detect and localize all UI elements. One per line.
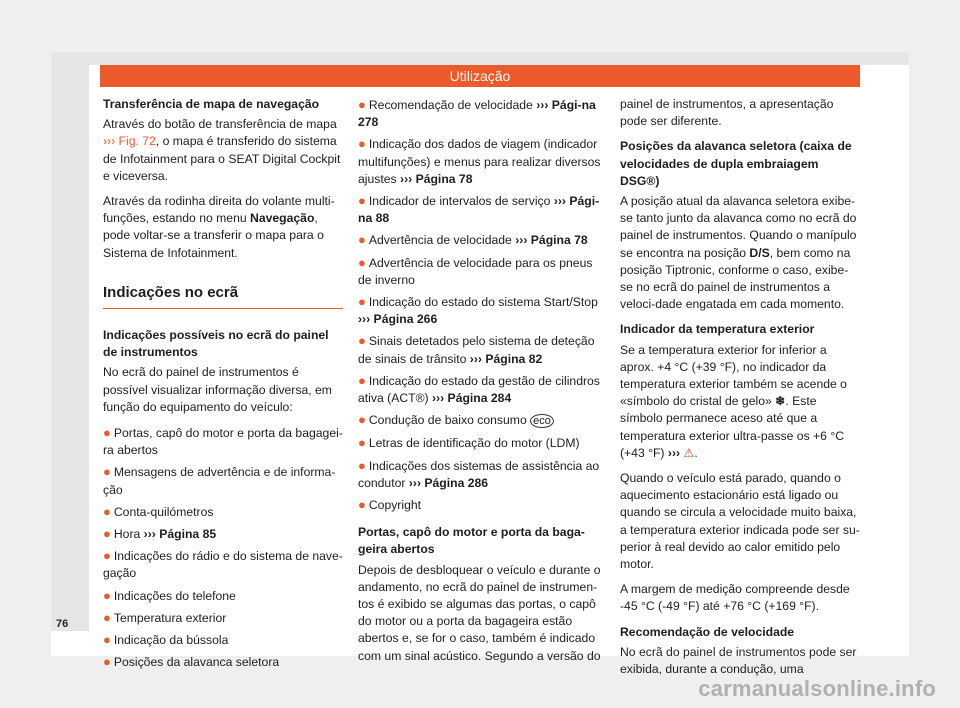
gear-position: D/S xyxy=(749,245,770,260)
list-item-text: Indicação dos dados de viagem (indicador multifunções) e menus para realizar diversos ajustes xyxy=(358,137,601,186)
list-item xyxy=(103,653,343,671)
bullet-icon: ● xyxy=(358,497,366,513)
list-item xyxy=(358,96,602,131)
bullet-icon: ● xyxy=(358,232,366,248)
bullet-icon: ● xyxy=(103,654,111,670)
list-item-text: Sinais detetados pelo sistema de deteção de sinais de trânsito xyxy=(358,334,595,366)
bullet-icon: ● xyxy=(358,294,366,310)
bullet-icon: ● xyxy=(103,587,111,603)
bullet-icon: ● xyxy=(103,609,111,625)
list-item xyxy=(358,457,602,492)
bullet-icon: ● xyxy=(358,193,366,209)
list-item xyxy=(358,135,602,188)
list-item-text: Copyright xyxy=(368,498,422,513)
text: Através da rodinha direita do volante multi-funções, estando no menu xyxy=(103,194,335,226)
text: , pode voltar-se a transferir o mapa para o Sistema de Infotainment. xyxy=(103,211,324,260)
list-item-text: Mensagens de advertência e de informa-ção xyxy=(103,465,336,497)
text: , o mapa é transferido do sistema de Infotainment para o SEAT Digital Cockpit e viceversa. xyxy=(103,134,341,183)
text: , bem como na posição Tiptronic, conforme o caso, exibe-se no ecrã do painel de instrumentos a veloci-dade engatada em cada momento. xyxy=(620,245,851,312)
column-3 xyxy=(620,96,860,686)
list-item xyxy=(358,254,602,289)
page-number: 76 xyxy=(56,618,69,630)
top-band xyxy=(51,52,909,65)
page-reference-link[interactable]: ››› Pági-na 88 xyxy=(358,194,600,226)
menu-name: Navegação xyxy=(250,211,315,226)
text: A posição atual da alavanca seletora exibe-se tanto junto da alavanca como no ecrã do painel de instrumentos. Quando o manípulo se encontra na posição xyxy=(620,194,857,260)
list-item-text: Condução de baixo consumo xyxy=(368,413,527,428)
figure-link[interactable]: ››› Fig. 72 xyxy=(103,134,156,149)
list-item xyxy=(103,503,343,521)
list-item-text: Indicação do estado do sistema Start/Stop xyxy=(368,295,598,310)
list-item-text: Indicações do telefone xyxy=(113,588,236,603)
page-reference-link[interactable]: ››› Página 286 xyxy=(408,475,489,490)
text: . xyxy=(694,445,698,460)
list-item-text: Indicador de intervalos de serviço xyxy=(368,194,551,209)
paragraph: No ecrã do painel de instrumentos é possível visualizar informação diversa, em função do equipamento do veículo: xyxy=(103,365,332,414)
heading-possible-indications: Indicações possíveis no ecrã do painel de instrumentos xyxy=(103,328,329,360)
page-reference-link[interactable]: ››› Pági-na 278 xyxy=(358,98,596,130)
heading-selector-positions: Posições da alavanca seletora (caixa de velocidades de dupla embraiagem DSG®) xyxy=(620,139,852,188)
column-1 xyxy=(103,96,343,675)
list-item xyxy=(358,192,602,227)
bullet-icon: ● xyxy=(358,457,366,473)
bullet-icon: ● xyxy=(103,632,111,648)
bullet-list xyxy=(103,424,343,671)
paragraph: Quando o veículo está parado, quando o aquecimento estacionário está ligado ou quando se circula a velocidade muito baixa, a temperatura exterior indicada pode ser su-perior à real devido ao calor emitido pelo motor. xyxy=(620,471,860,572)
paragraph: No ecrã do painel de instrumentos pode ser exibida, durante a condução, uma xyxy=(620,644,857,677)
page-header: Utilização xyxy=(100,65,860,87)
list-item xyxy=(358,332,602,367)
bullet-icon: ● xyxy=(103,503,111,519)
list-item-text: Advertência de velocidade xyxy=(368,233,512,248)
bullet-icon: ● xyxy=(358,435,366,451)
paragraph: Depois de desbloquear o veículo e durante o andamento, no ecrã do painel de instrumen-tos é exibido se algumas das portas, o capô do motor ou a porta da bagageira estão abertos e, se for o caso, também é indicado com um sinal acústico. Segundo a versão do xyxy=(358,562,601,663)
list-item xyxy=(103,547,343,582)
page-reference-link[interactable]: ››› Página 85 xyxy=(143,527,217,542)
list-item xyxy=(358,293,602,328)
list-item xyxy=(103,587,343,605)
bullet-icon: ● xyxy=(103,548,111,564)
heading-outside-temperature: Indicador da temperatura exterior xyxy=(620,322,815,337)
bullet-list xyxy=(358,96,602,514)
paragraph: painel de instrumentos, a apresentação pode ser diferente. xyxy=(620,97,834,129)
paragraph xyxy=(103,193,343,262)
page-reference-link[interactable]: ››› Página 266 xyxy=(358,312,438,327)
paragraph: A margem de medição compreende desde -45 °C (-49 °F) até +76 °C (+169 °F). xyxy=(620,582,850,614)
paragraph xyxy=(620,193,860,313)
list-item-text: Letras de identificação do motor (LDM) xyxy=(368,436,580,451)
list-item xyxy=(103,609,343,627)
paragraph xyxy=(620,342,860,462)
bullet-icon: ● xyxy=(358,372,366,388)
heading-speed-recommendation: Recomendação de velocidade xyxy=(620,624,795,639)
page-reference-link[interactable]: ››› Página 78 xyxy=(400,171,473,186)
left-margin-band xyxy=(51,65,89,631)
list-item-text: Temperatura exterior xyxy=(113,610,227,625)
list-item-text: Indicações dos sistemas de assistência ao condutor xyxy=(358,458,600,490)
list-item xyxy=(358,434,602,452)
text: Se a temperatura exterior for inferior a aprox. +4 °C (+39 °F), no indicador da temperatura exterior também se acende o «símbolo do cristal de gelo» xyxy=(620,342,847,409)
list-item-text: Hora xyxy=(113,527,141,542)
watermark: carmanualsonline.info xyxy=(698,676,936,701)
list-item xyxy=(103,525,343,543)
paragraph xyxy=(103,116,343,185)
list-item-text: Posições da alavanca seletora xyxy=(113,655,280,670)
bullet-icon: ● xyxy=(358,254,366,270)
list-item-text: Conta-quilómetros xyxy=(113,504,214,519)
bullet-icon: ● xyxy=(358,136,366,152)
bullet-icon: ● xyxy=(103,526,111,542)
list-item xyxy=(358,411,602,430)
column-2 xyxy=(358,96,602,673)
bullet-icon: ● xyxy=(358,412,366,428)
list-item-text: Indicação do estado da gestão de cilindros ativa (ACT®) xyxy=(358,373,600,406)
eco-icon: eco xyxy=(530,414,554,428)
list-item-text: Recomendação de velocidade xyxy=(368,98,533,112)
warning-icon: ⚠ xyxy=(683,445,695,460)
text: Através do botão de transferência de mapa xyxy=(103,117,337,132)
reference-link[interactable]: ››› xyxy=(667,445,681,460)
list-item-text: Portas, capô do motor e porta da bagagei-ra abertos xyxy=(103,426,343,458)
list-item xyxy=(358,372,602,407)
bullet-icon: ● xyxy=(103,464,111,480)
page-reference-link[interactable]: ››› Página 78 xyxy=(515,233,588,248)
heading-map-transfer: Transferência de mapa de navegação xyxy=(103,97,320,111)
section-title: Indicações no ecrã xyxy=(103,284,343,309)
list-item xyxy=(103,424,343,459)
list-item xyxy=(103,463,343,498)
list-item-text: Indicações do rádio e do sistema de nave-gação xyxy=(103,549,343,581)
list-item-text: Advertência de velocidade para os pneus de inverno xyxy=(358,255,593,287)
bullet-icon: ● xyxy=(358,97,366,112)
page-reference-link[interactable]: ››› Página 284 xyxy=(432,391,512,406)
list-item xyxy=(358,231,602,249)
list-item xyxy=(358,496,602,514)
text: . Este símbolo permanece aceso até que a temperatura exterior ultra-passe os +6 °C (+43 °F) xyxy=(620,394,845,460)
list-item-text: Indicação da bússola xyxy=(113,633,229,648)
page-reference-link[interactable]: ››› Página 82 xyxy=(469,351,543,366)
bullet-icon: ● xyxy=(358,333,366,349)
heading-doors-open: Portas, capô do motor e porta da baga-geira abertos xyxy=(358,525,585,557)
list-item xyxy=(103,631,343,649)
bullet-icon: ● xyxy=(103,425,111,441)
snowflake-icon: ❄ xyxy=(775,394,786,409)
